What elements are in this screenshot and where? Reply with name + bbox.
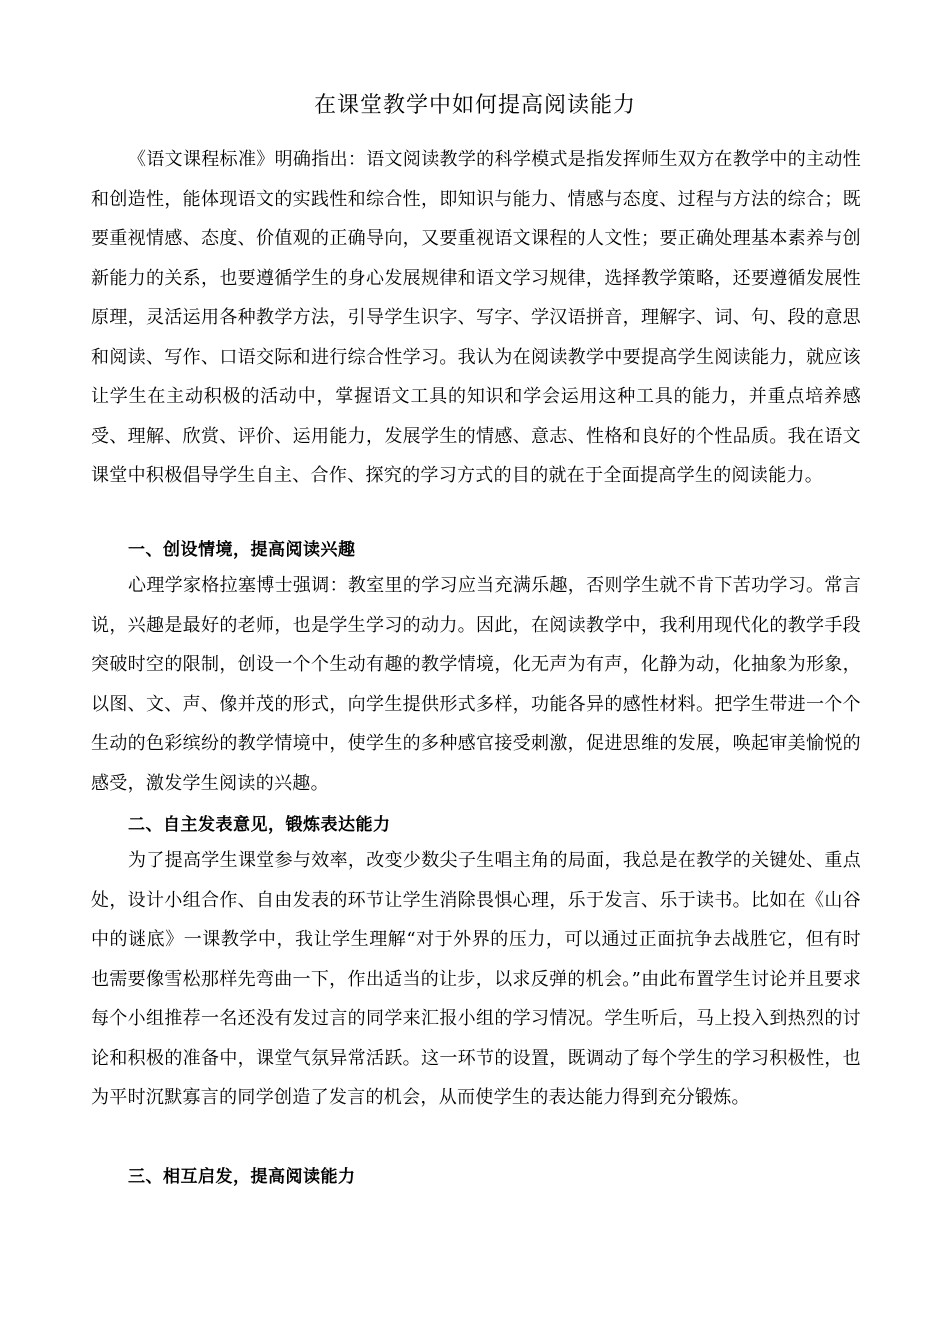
intro-paragraph: 《语文课程标准》明确指出：语文阅读教学的科学模式是指发挥师生双方在教学中的主动性和创造性，能体现语文的实践性和综合性，即知识与能力、情感与态度、过程与方法的综合；既要重视情感、态度、价值观的正确导向，又要重视语文课程的人文性；要正确处理基本素养与创新能力的关系，也要遵循学生的身心发展规律和语文学习规律，选择教学策略，还要遵循发展性原理，灵活运用各种教学方法，引导学生识字、写字、学汉语拼音，理解字、词、句、段的意思和阅读、写作、口语交际和进行综合性学习。我认为在阅读教学中要提高学生阅读能力，就应该让学生在主动积极的活动中，掌握语文工具的知识和学会运用这种工具的能力，并重点培养感受、理解、欣赏、评价、运用能力，发展学生的情感、意志、性格和良好的个性品质。我在语文课堂中积极倡导学生自主、合作、探究的学习方式的目的就在于全面提高学生的阅读能力。 (91, 149, 861, 486)
page-title: 在课堂教学中如何提高阅读能力 (313, 93, 636, 118)
section-heading-3: 三、相互启发，提高阅读能力 (128, 1167, 356, 1187)
section-paragraph-2: 为了提高学生课堂参与效率，改变少数尖子生唱主角的局面，我总是在教学的关键处、重点处，设计小组合作、自由发表的环节让学生消除畏惧心理，乐于发言、乐于读书。比如在《山谷中的谜底》一课教学中，我让学生理解“对于外界的压力，可以通过正面抗争去战胜它，但有时也需要像雪松那样先弯曲一下，作出适当的让步，以求反弹的机会。”由此布置学生讨论并且要求每个小组推荐一名还没有发过言的同学来汇报小组的学习情况。学生听后，马上投入到热烈的讨论和积极的准备中，课堂气氛异常活跃。这一环节的设置，既调动了每个学生的学习积极性，也为平时沉默寡言的同学创造了发言的机会，从而使学生的表达能力得到充分锻炼。 (91, 850, 861, 1108)
section-paragraph-1: 心理学家格拉塞博士强调：教室里的学习应当充满乐趣，否则学生就不肯下苦功学习。常言说，兴趣是最好的老师，也是学生学习的动力。因此，在阅读教学中，我利用现代化的教学手段突破时空的限制，创设一个个生动有趣的教学情境，化无声为有声，化静为动，化抽象为形象，以图、文、声、像并茂的形式，向学生提供形式多样，功能各异的感性材料。把学生带进一个个生动的色彩缤纷的教学情境中，使学生的多种感官接受刺激，促进思维的发展，唤起审美愉悦的感受，激发学生阅读的兴趣。 (91, 575, 861, 794)
section-block-1 (91, 566, 861, 803)
intro-block (91, 140, 861, 496)
section-block-2 (91, 841, 861, 1118)
section-heading-1: 一、创设情境，提高阅读兴趣 (128, 540, 356, 560)
section-heading-2: 二、自主发表意见，锻炼表达能力 (128, 815, 391, 835)
